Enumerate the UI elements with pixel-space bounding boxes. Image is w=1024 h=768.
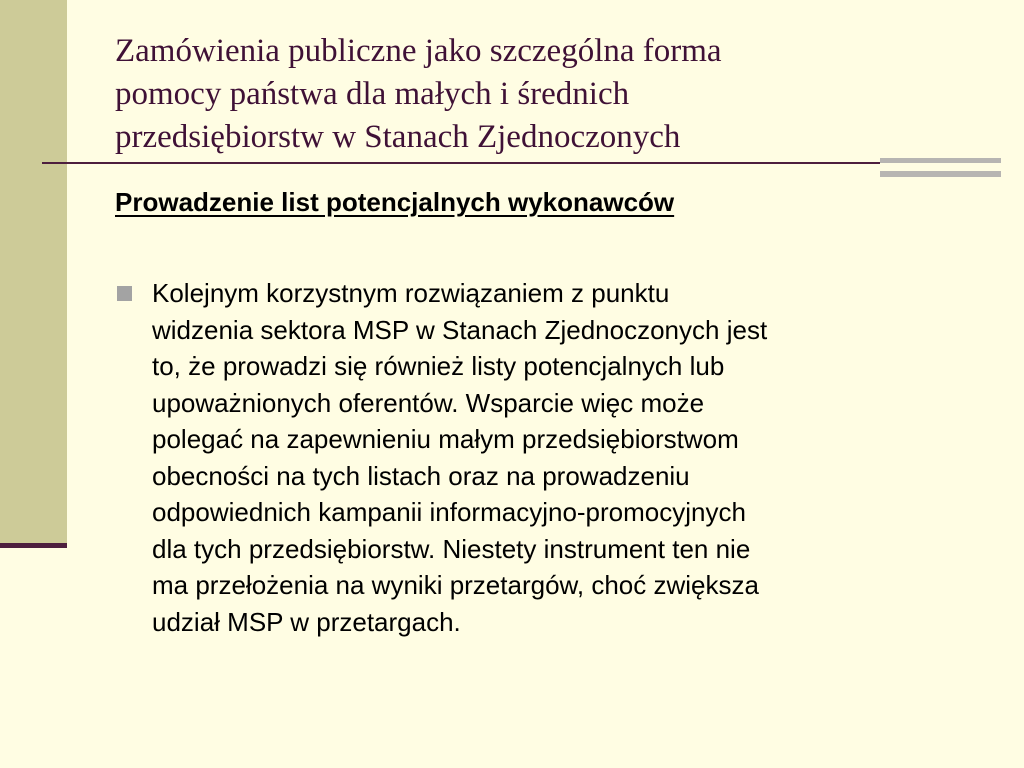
slide-title [115, 30, 975, 159]
bullet-list [115, 275, 975, 640]
square-bullet-icon [117, 286, 132, 301]
bullet-text-line: obecności na tych listach oraz na prowadzeniu [152, 460, 690, 491]
bullet-text-line: dla tych przedsiębiorstw. Niestety instrument ten nie [152, 533, 751, 564]
bullet-text-line: udział MSP w przetargach. [152, 606, 461, 637]
title-line: pomocy państwa dla małych i średnich [115, 76, 630, 112]
bullet-text-line: upoważnionych oferentów. Wsparcie więc może [152, 387, 705, 418]
bullet-text-line: Kolejnym korzystnym rozwiązaniem z punktu [152, 278, 670, 308]
side-decor-line [0, 543, 67, 548]
bullet-text-line: widzenia sektora MSP w Stanach Zjednoczonych jest [152, 314, 768, 345]
decor-gray-bar-top [880, 158, 1001, 163]
bullet-text [152, 275, 975, 640]
bullet-item [115, 275, 975, 640]
title-divider-line [42, 162, 880, 164]
bullet-text-line: polegać na zapewnieniu małym przedsiębiorstwom [152, 424, 739, 454]
decor-gray-bar-bottom [880, 171, 1001, 177]
title-line: Zamówienia publiczne jako szczególna forma [115, 33, 722, 69]
bullet-text-line: odpowiednich kampanii informacyjno-promocyjnych [152, 497, 746, 527]
side-decor-bar [0, 0, 67, 543]
bullet-text-line: ma przełożenia na wyniki przetargów, choć zwiększa [152, 570, 759, 600]
bullet-text-line: to, że prowadzi się również listy potencjalnych lub [152, 351, 725, 381]
section-subheading: Prowadzenie list potencjalnych wykonawców [115, 187, 675, 217]
title-line: przedsiębiorstw w Stanach Zjednoczonych [115, 119, 681, 155]
